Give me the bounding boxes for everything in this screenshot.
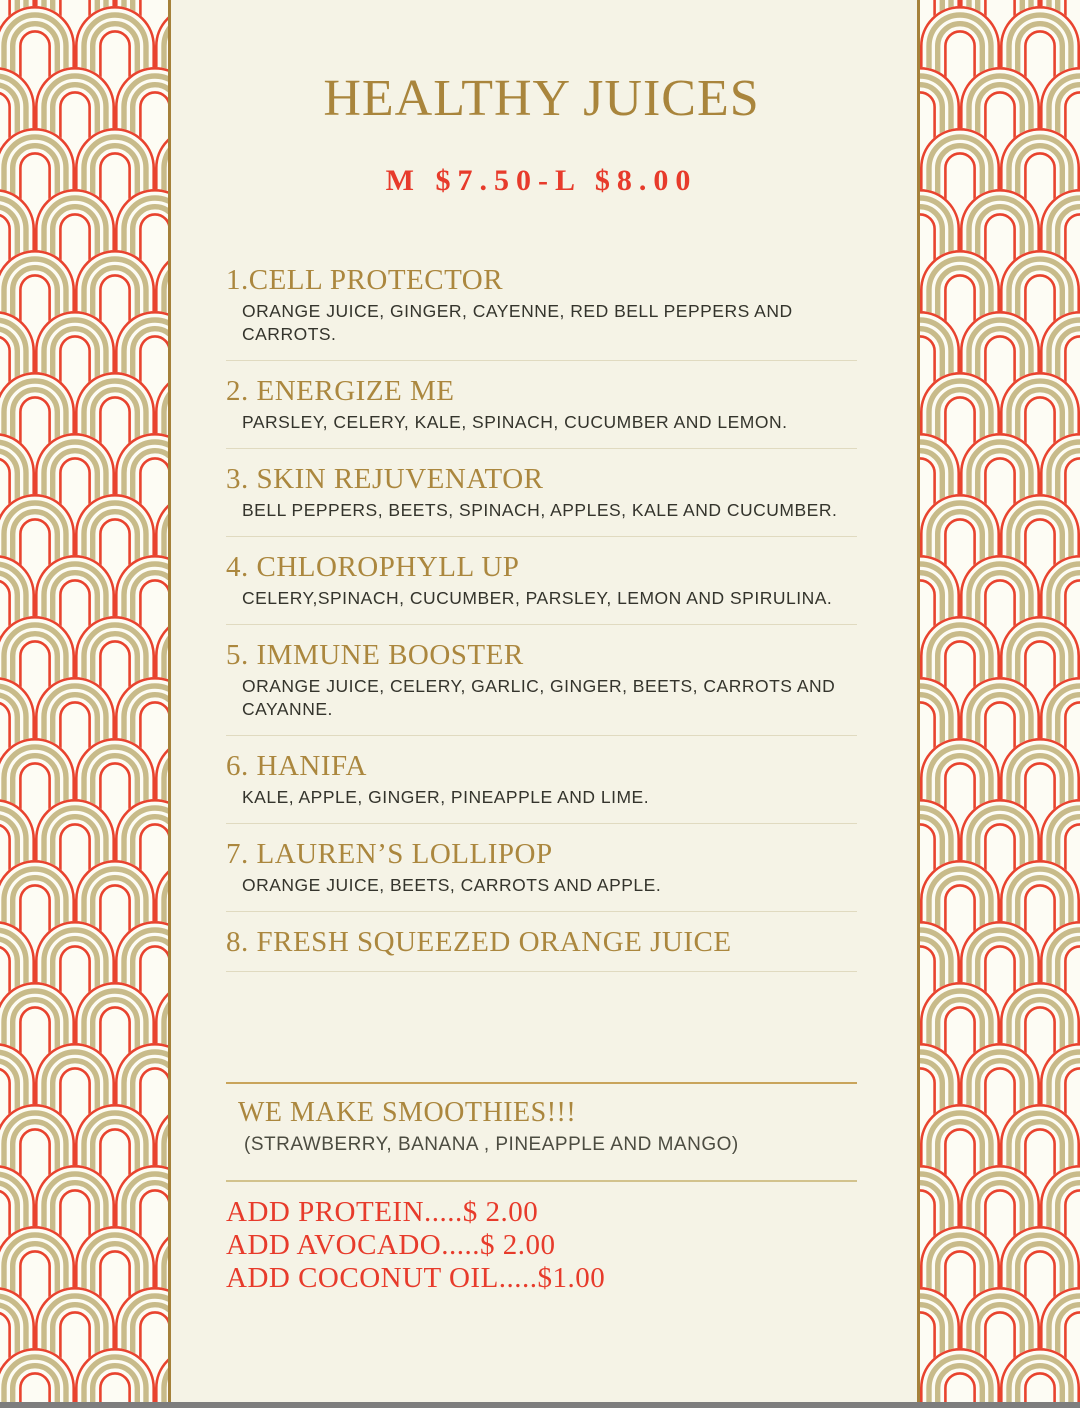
item-divider [226, 536, 857, 537]
smoothies-description: (STRAWBERRY, BANANA , PINEAPPLE AND MANGO) [244, 1133, 739, 1155]
item-divider [226, 448, 857, 449]
item-name: 2. ENERGIZE ME [226, 374, 455, 407]
menu-item [226, 462, 857, 537]
menu-item [226, 550, 857, 625]
menu-item [226, 925, 857, 972]
item-name: 8. FRESH SQUEEZED ORANGE JUICE [226, 925, 732, 958]
item-divider [226, 360, 857, 361]
item-description: CELERY,SPINACH, CUCUMBER, PARSLEY, LEMON AND SPIRULINA. [242, 587, 833, 608]
smoothies-heading: WE MAKE SMOOTHIES!!! [238, 1096, 577, 1128]
bottom-edge-bar [0, 1402, 1080, 1408]
right-pattern-band [917, 0, 1080, 1408]
addon-item: ADD AVOCADO.....$ 2.00 [226, 1228, 556, 1261]
smoothies-top-divider [226, 1082, 857, 1084]
item-description: ORANGE JUICE, CELERY, GARLIC, GINGER, BEETS, CARROTS AND CAYANNE. [242, 675, 836, 719]
left-pattern-band [0, 0, 171, 1408]
menu-item [226, 749, 857, 824]
item-name: 4. CHLOROPHYLL UP [226, 550, 520, 583]
item-description: BELL PEPPERS, BEETS, SPINACH, APPLES, KALE AND CUCUMBER. [242, 499, 838, 520]
menu-item [226, 374, 857, 449]
art-deco-arch-pattern [0, 0, 168, 1408]
item-name: 6. HANIFA [226, 749, 367, 782]
item-name: 3. SKIN REJUVENATOR [226, 462, 544, 495]
item-name: 1.CELL PROTECTOR [226, 263, 504, 296]
menu-items [226, 263, 857, 972]
addons-list [226, 1196, 857, 1295]
item-description: ORANGE JUICE, BEETS, CARROTS AND APPLE. [242, 874, 662, 895]
menu-item [226, 638, 857, 736]
addons-top-divider [226, 1180, 857, 1182]
menu-content [171, 0, 917, 1408]
price-line: M $7.50-L $8.00 [385, 163, 698, 197]
menu-item [226, 837, 857, 912]
item-divider [226, 624, 857, 625]
item-name: 7. LAUREN’S LOLLIPOP [226, 837, 553, 870]
item-divider [226, 735, 857, 736]
item-name: 5. IMMUNE BOOSTER [226, 638, 524, 671]
item-divider [226, 823, 857, 824]
addon-item: ADD COCONUT OIL.....$1.00 [226, 1261, 606, 1294]
item-description: PARSLEY, CELERY, KALE, SPINACH, CUCUMBER AND LEMON. [242, 411, 788, 432]
art-deco-arch-pattern [920, 0, 1080, 1408]
item-description: ORANGE JUICE, GINGER, CAYENNE, RED BELL PEPPERS AND CARROTS. [242, 300, 793, 344]
item-description: KALE, APPLE, GINGER, PINEAPPLE AND LIME. [242, 786, 650, 807]
item-divider [226, 911, 857, 912]
item-divider [226, 971, 857, 972]
menu-item [226, 263, 857, 361]
addon-item: ADD PROTEIN.....$ 2.00 [226, 1195, 539, 1228]
page-title: HEALTHY JUICES [323, 70, 760, 127]
